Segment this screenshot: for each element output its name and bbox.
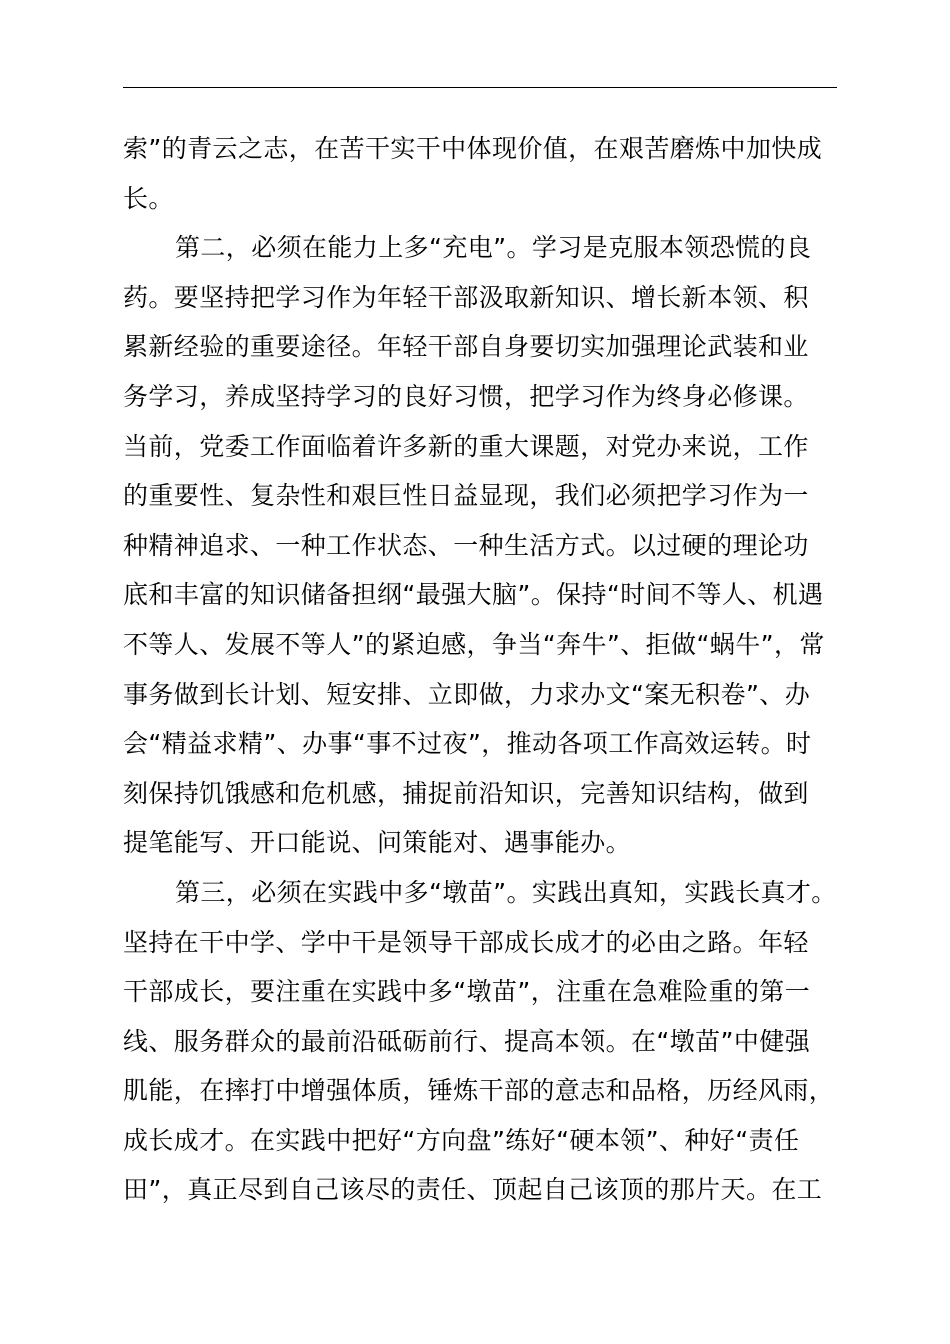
text-line: 干部成长，要注重在实践中多“墩苗”，注重在急难险重的第一: [123, 977, 811, 1007]
text-line: 线、服务群众的最前沿砥砺前行、提高本领。在“墩苗”中健强: [123, 1026, 811, 1056]
text-line: 的重要性、复杂性和艰巨性日益显现，我们必须把学习作为一: [123, 481, 809, 511]
text-line: 第三，必须在实践中多“墩苗”。实践出真知，实践长真才。: [175, 877, 837, 907]
text-line: 事务做到长计划、短安排、立即做，力求办文“案无积卷”、办: [123, 679, 811, 709]
text-line: 不等人、发展不等人”的紧迫感，争当“奔牛”、拒做“蜗牛”，常: [123, 629, 825, 659]
text-line: 会“精益求精”、办事“事不过夜”，推动各项工作高效运转。时: [123, 729, 812, 759]
text-line: 坚持在干中学、学中干是领导干部成长成才的必由之路。年轻: [123, 927, 809, 957]
header-rule: [123, 87, 837, 88]
body-text: [123, 124, 863, 1215]
text-line: 当前，党委工作面临着许多新的重大课题，对党办来说，工作: [123, 431, 809, 461]
text-line: 第二，必须在能力上多“充电”。学习是克服本领恐慌的良: [175, 233, 812, 263]
text-line: 长。: [123, 183, 174, 213]
text-line: 务学习，养成坚持学习的良好习惯，把学习作为终身必修课。: [123, 381, 809, 411]
text-line: 刻保持饥饿感和危机感，捕捉前沿知识，完善知识结构，做到: [123, 778, 809, 808]
text-line: 药。要坚持把学习作为年轻干部汲取新知识、增长新本领、积: [123, 282, 809, 312]
text-line: 底和丰富的知识储备担纲“最强大脑”。保持“时间不等人、机遇: [123, 580, 824, 610]
text-line: 索”的青云之志，在苦干实干中体现价值，在艰苦磨炼中加快成: [123, 134, 823, 163]
text-line: 累新经验的重要途径。年轻干部自身要切实加强理论武装和业: [123, 332, 809, 362]
text-line: 成长成才。在实践中把好“方向盘”练好“硬本领”、种好“责任: [123, 1125, 800, 1155]
text-line: 种精神追求、一种工作状态、一种生活方式。以过硬的理论功: [123, 530, 809, 560]
text-line: 田”，真正尽到自己该尽的责任、顶起自己该顶的那片天。在工: [123, 1175, 823, 1205]
text-line: 提笔能写、开口能说、问策能对、遇事能办。: [123, 828, 632, 858]
text-line: 肌能，在摔打中增强体质，锤炼干部的意志和品格，历经风雨，: [123, 1076, 835, 1106]
